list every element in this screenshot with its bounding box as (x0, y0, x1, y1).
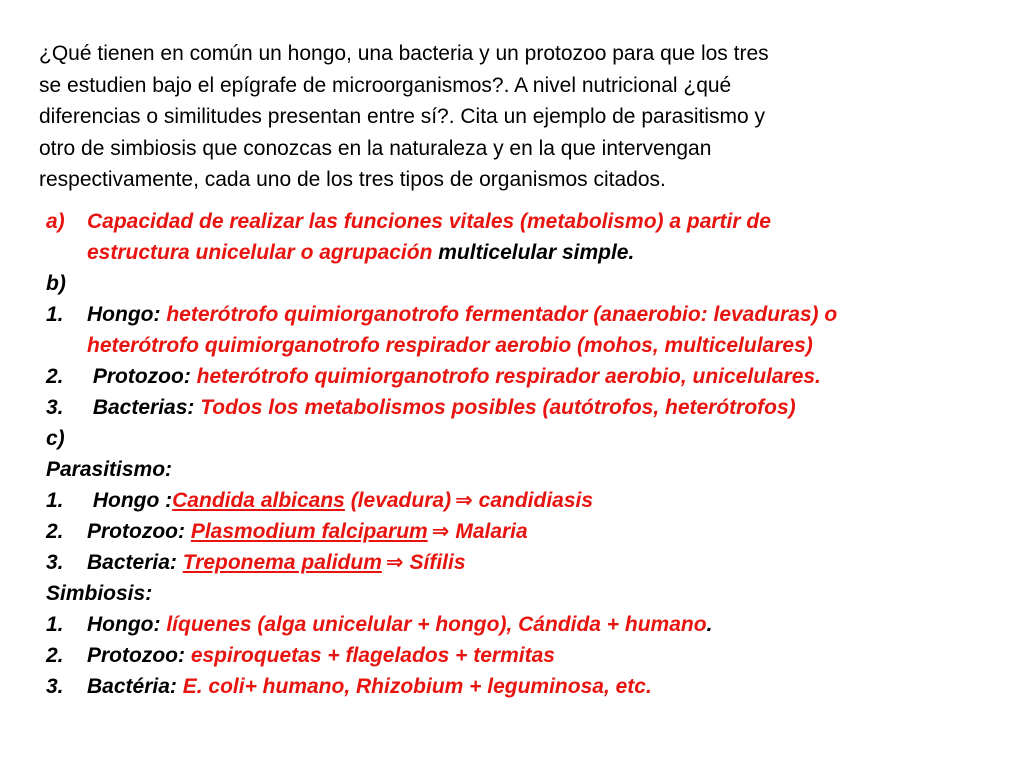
answer-a-text-emphasis: multicelular simple. (438, 241, 635, 264)
answer-a-text: Capacidad de realizar las funciones vitales (metabolismo) a partir de (87, 210, 771, 233)
answer-c-heading (46, 423, 1021, 454)
question-line: diferencias o similitudes presentan entre sí?. Cita un ejemplo de parasitismo y (39, 105, 766, 128)
answer-b-marker: b) (46, 272, 66, 295)
item-text: líquenes (alga unicelular + hongo), Cándida + humano (160, 613, 707, 636)
item-label: Bacterias: (87, 396, 195, 419)
list-item (46, 609, 1021, 640)
item-number: 1. (46, 303, 64, 326)
section-heading: Simbiosis: (46, 582, 153, 605)
item-text: espiroquetas + flagelados + termitas (184, 644, 555, 667)
question-line: se estudien bajo el epígrafe de microorganismos?. A nivel nutricional ¿qué (39, 73, 732, 97)
item-label: Protozoo: (87, 520, 191, 543)
list-item (46, 671, 1021, 702)
item-text: heterótrofo quimiorganotrofo fermentador (anaerobio: levaduras) o (160, 303, 838, 326)
item-number: 2. (46, 520, 64, 543)
item-text: heterótrofo quimiorganotrofo respirador aerobio (mohos, multicelulares) (87, 334, 813, 357)
organism-name: Plasmodium falciparum (190, 520, 428, 543)
list-item (46, 547, 1021, 578)
item-number: 3. (46, 675, 64, 698)
section-heading: Parasitismo: (46, 458, 173, 481)
question-line: respectivamente, cada uno de los tres tipos de organismos citados. (39, 168, 666, 191)
list-item (46, 299, 1021, 330)
implies-arrow-icon: ⇒ (385, 551, 404, 574)
item-label: Hongo: (87, 613, 161, 636)
item-label: Bactéria: (87, 675, 177, 698)
list-item (46, 361, 1021, 392)
item-text: Todos los metabolismos posibles (autótrofos, heterótrofos) (194, 396, 796, 419)
list-item (46, 392, 1021, 423)
disease-name: candidiasis (478, 489, 594, 512)
organism-name: Treponema palidum (182, 551, 382, 574)
item-text: E. coli+ humano, Rhizobium + leguminosa, etc. (176, 675, 652, 698)
item-number: 2. (46, 644, 64, 667)
item-label: Hongo : (87, 489, 173, 512)
answer-b-heading (46, 268, 1021, 299)
list-item (46, 516, 1021, 547)
disease-name: Malaria (455, 520, 528, 543)
parasitism-heading (46, 454, 1021, 485)
question-paragraph (39, 38, 999, 196)
item-label: Protozoo: (87, 365, 191, 388)
item-number: 1. (46, 489, 64, 512)
item-label: Hongo: (87, 303, 161, 326)
symbiosis-heading (46, 578, 1021, 609)
answer-a-line-1 (46, 206, 1021, 237)
list-item (46, 485, 1021, 516)
implies-arrow-icon: ⇒ (431, 520, 450, 543)
disease-name: Sífilis (409, 551, 466, 574)
item-label: Protozoo: (87, 644, 185, 667)
item-number: 3. (46, 396, 64, 419)
item-tail: . (706, 613, 713, 636)
list-item-continuation (46, 330, 1021, 361)
answer-a-text-cont: estructura unicelular o agrupación (87, 241, 439, 264)
item-text: heterótrofo quimiorganotrofo respirador aerobio, unicelulares. (190, 365, 821, 388)
answers-block (46, 206, 1021, 702)
list-item (46, 640, 1021, 671)
item-number: 1. (46, 613, 64, 636)
item-label: Bacteria: (87, 551, 183, 574)
answer-c-marker: c) (46, 427, 65, 450)
question-line: ¿Qué tienen en común un hongo, una bacteria y un protozoo para que los tres (39, 42, 769, 65)
item-number: 2. (46, 365, 64, 388)
item-number: 3. (46, 551, 64, 574)
organism-name: Candida albicans (172, 489, 345, 512)
question-line: otro de simbiosis que conozcas en la naturaleza y en la que intervengan (39, 136, 712, 160)
item-detail: (levadura) (344, 489, 452, 512)
implies-arrow-icon: ⇒ (455, 489, 473, 512)
answer-a-marker: a) (46, 210, 65, 233)
answer-a-line-2 (46, 237, 1021, 268)
